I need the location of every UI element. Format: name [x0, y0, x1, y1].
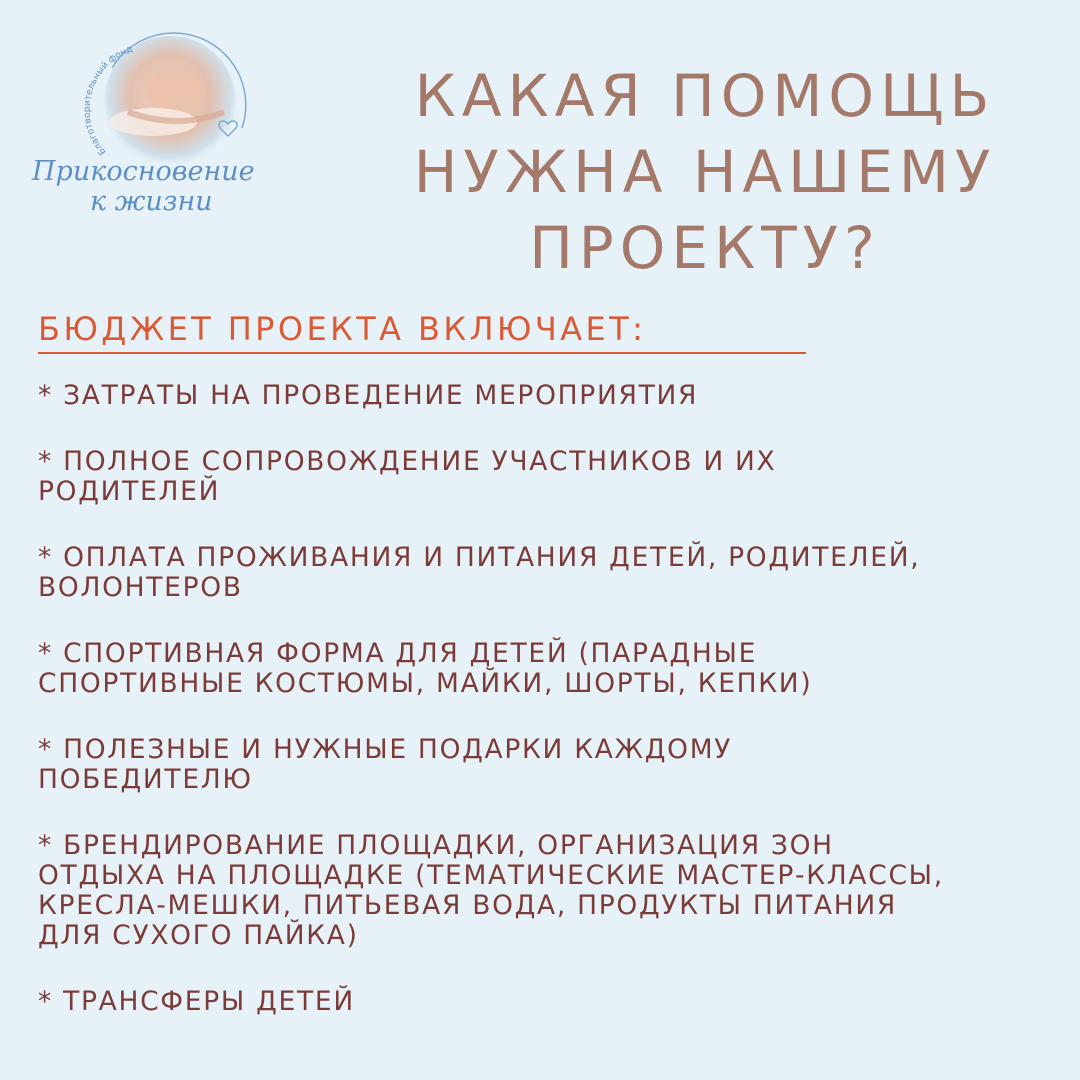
budget-items-list: [38, 381, 1058, 1017]
list-item-line: * ТРАНСФЕРЫ ДЕТЕЙ: [38, 986, 355, 1017]
list-item: [38, 447, 1058, 507]
list-item: [38, 735, 1058, 795]
budget-heading: БЮДЖЕТ ПРОЕКТА ВКЛЮЧАЕТ:: [38, 310, 647, 348]
list-item-line: * СПОРТИВНАЯ ФОРМА ДЛЯ ДЕТЕЙ (ПАРАДНЫЕ: [38, 638, 758, 669]
logo-script-line2: к жизни: [90, 186, 213, 217]
list-item: [38, 381, 1058, 411]
list-item: [38, 543, 1058, 603]
list-item-line: * ЗАТРАТЫ НА ПРОВЕДЕНИЕ МЕРОПРИЯТИЯ: [38, 380, 699, 411]
foundation-logo: [28, 20, 288, 230]
list-item-line: * БРЕНДИРОВАНИЕ ПЛОЩАДКИ, ОРГАНИЗАЦИЯ ЗОН: [38, 830, 834, 861]
list-item-line: * ПОЛНОЕ СОПРОВОЖДЕНИЕ УЧАСТНИКОВ И ИХ: [38, 446, 777, 477]
list-item-line: ПОБЕДИТЕЛЮ: [38, 764, 253, 795]
list-item-line: КРЕСЛА-МЕШКИ, ПИТЬЕВАЯ ВОДА, ПРОДУКТЫ ПИТАНИЯ: [38, 890, 897, 921]
logo-emblem: [28, 20, 288, 230]
list-item-line: ВОЛОНТЕРОВ: [38, 572, 243, 603]
heading-underline: [38, 352, 806, 354]
list-item: [38, 639, 1058, 699]
list-item-line: * ПОЛЕЗНЫЕ И НУЖНЫЕ ПОДАРКИ КАЖДОМУ: [38, 734, 733, 765]
headline-line: КАКАЯ ПОМОЩЬ: [414, 62, 996, 130]
headline-line: ПРОЕКТУ?: [529, 214, 881, 282]
list-item-line: СПОРТИВНЫЕ КОСТЮМЫ, МАЙКИ, ШОРТЫ, КЕПКИ): [38, 668, 813, 699]
list-item-line: ОТДЫХА НА ПЛОЩАДКЕ (ТЕМАТИЧЕСКИЕ МАСТЕР-КЛАССЫ,: [38, 860, 944, 891]
list-item-line: * ОПЛАТА ПРОЖИВАНИЯ И ПИТАНИЯ ДЕТЕЙ, РОДИТЕЛЕЙ,: [38, 542, 921, 573]
logo-arc-text: Благотворительный фонд: [82, 44, 134, 157]
logo-script-line1: Прикосновение: [32, 156, 255, 187]
headline-line: НУЖНА НАШЕМУ: [413, 138, 997, 206]
list-item-line: РОДИТЕЛЕЙ: [38, 476, 221, 507]
list-item-line: ДЛЯ СУХОГО ПАЙКА): [38, 920, 359, 951]
list-item: [38, 831, 1058, 951]
page-headline: [370, 58, 1040, 286]
list-item: [38, 987, 1058, 1017]
